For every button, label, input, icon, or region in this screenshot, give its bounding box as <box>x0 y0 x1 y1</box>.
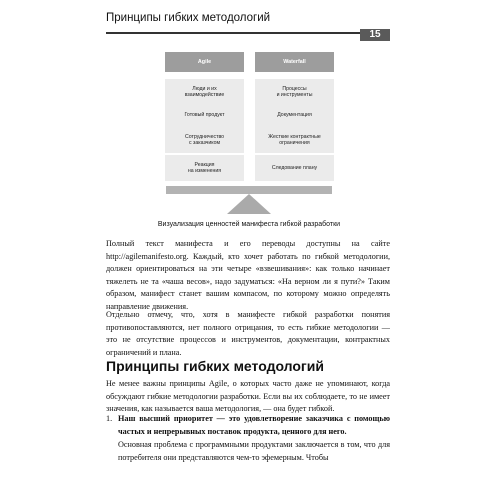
principle-1-statement: Наш высший приоритет — это удовлетворение заказчика с помощью частых и непрерывных поставок продукта, ценного для него. <box>118 414 390 436</box>
waterfall-heading: Waterfall <box>255 52 334 72</box>
scale-fulcrum <box>227 194 271 214</box>
list-item-number: 1. <box>106 414 113 423</box>
scale-beam <box>166 186 332 194</box>
section-title: Принципы гибких методологий <box>106 358 324 374</box>
waterfall-value-2: Документация <box>255 102 334 128</box>
figure-caption: Визуализация ценностей манифеста гибкой разработки <box>157 221 341 228</box>
paragraph-manifesto-text: Полный текст манифеста и его переводы доступны на сайте http://agilemanifesto.org. Каждый, кто хочет работать по гибкой методологии, должен ориентироваться на эти четыре «взвешивания»: как только начинает тяжелеть не та «чаша весов», надо задуматься: «На верном ли я пути?» Таким образом, манифест станет вашим компасом, по которому можно определять направление движения. <box>106 239 390 311</box>
agile-heading: Agile <box>165 52 244 72</box>
agile-value-2: Готовый продукт <box>165 102 244 128</box>
running-header-title: Принципы гибких методологий <box>106 12 271 24</box>
agile-value-4: Реакция на изменения <box>165 155 244 181</box>
paragraph-principles-intro: Не менее важны принципы Agile, о которых часто даже не упоминают, когда обсуждают гибкие методологии разработки. Если вы их соблюдаете, то не имеет значения, как называется ваша методология, — она будет гибкой. <box>106 379 390 414</box>
header-rule <box>106 32 360 34</box>
waterfall-value-1: Процессы и инструменты <box>255 79 334 105</box>
waterfall-value-3: Жесткие контрактные ограничения <box>255 127 334 153</box>
principle-1-explanation: Основная проблема с программными продуктами заключается в том, что для потребителя они представляются чем-то эфемерным. Чтобы <box>118 440 390 462</box>
paragraph-no-negation: Отдельно отмечу, что, хотя в манифесте гибкой разработки понятия противопоставляются, нет полного отрицания, то есть гибкие методологии — это не отсутствие процессов и инструментов, документации, контрактных ограничений и плана. <box>106 310 390 357</box>
agile-value-1: Люди и их взаимодействие <box>165 79 244 105</box>
waterfall-value-4: Следование плану <box>255 155 334 181</box>
page-number-badge: 15 <box>360 29 390 41</box>
agile-value-3: Сотрудничество с заказчиком <box>165 127 244 153</box>
